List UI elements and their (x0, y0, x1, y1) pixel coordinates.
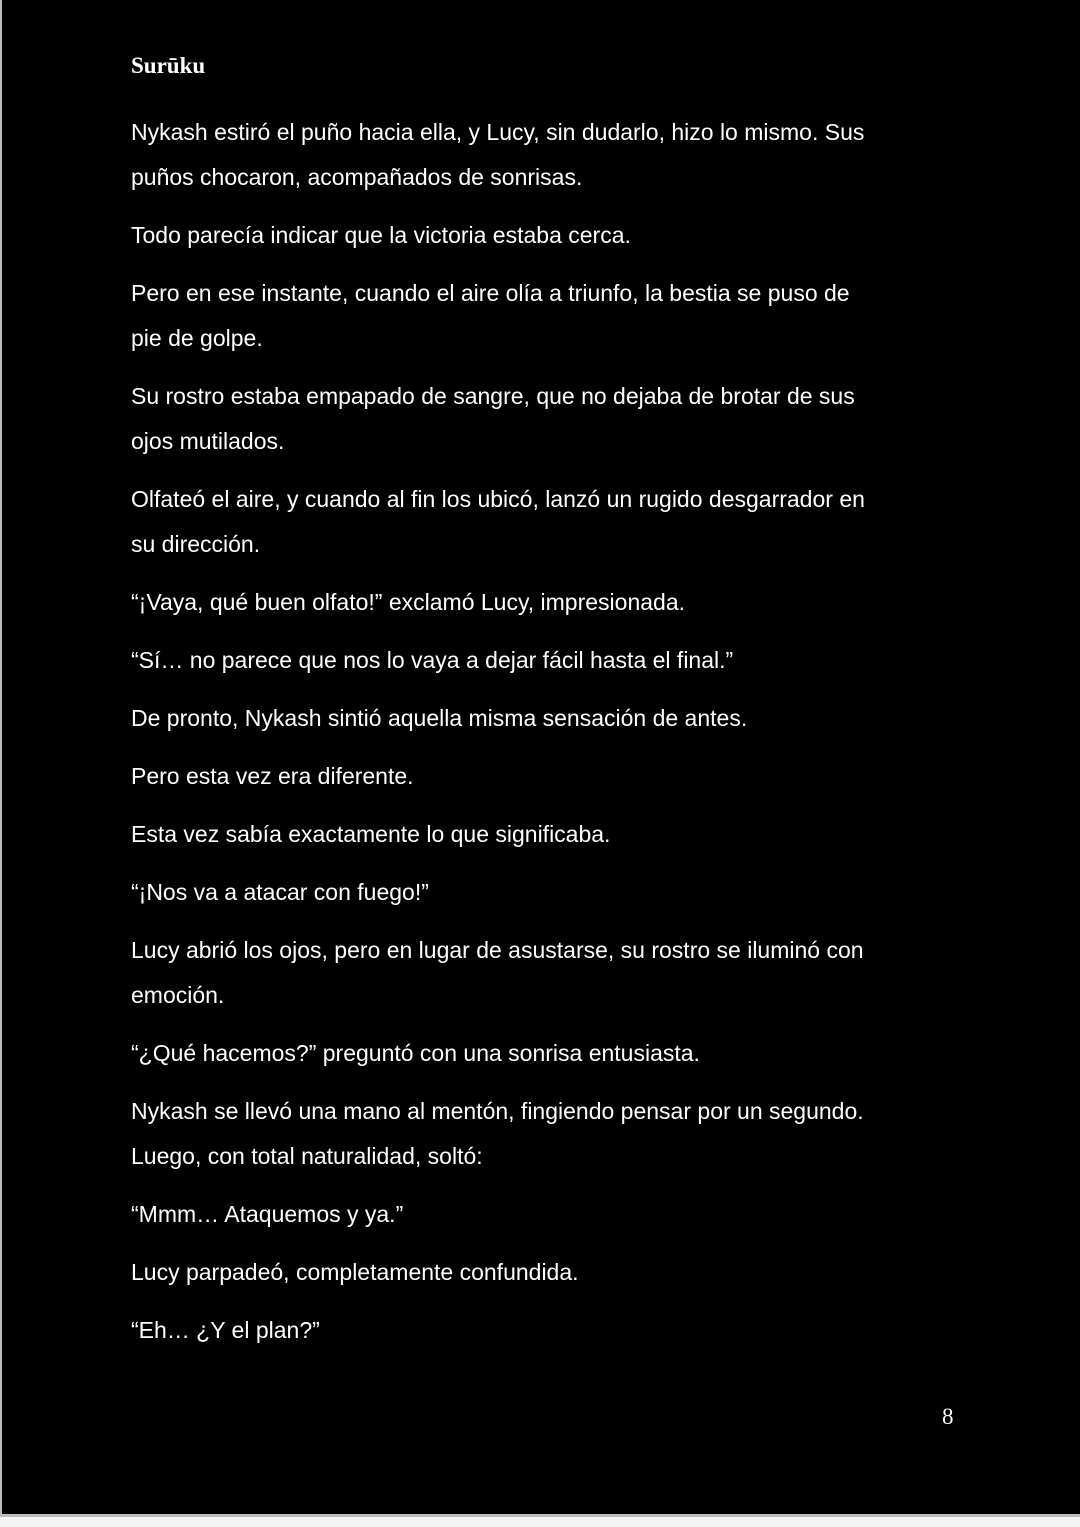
paragraph-line: De pronto, Nykash sintió aquella misma sensación de antes. (131, 705, 748, 731)
paragraph-line: Esta vez sabía exactamente lo que significaba. (131, 821, 611, 847)
paragraph (131, 638, 991, 683)
paragraph (131, 213, 991, 258)
paragraph-line: Luego, con total naturalidad, soltó: (131, 1143, 483, 1169)
paragraph (131, 812, 991, 857)
paragraph-line: puños chocaron, acompañados de sonrisas. (131, 164, 583, 190)
paragraph (131, 477, 991, 567)
paragraph (131, 271, 991, 361)
paragraph-line: pie de golpe. (131, 325, 263, 351)
paragraph-line: Todo parecía indicar que la victoria estaba cerca. (131, 222, 631, 248)
paragraph-line: “¡Nos va a atacar con fuego!” (131, 879, 429, 905)
paragraph-line: “Mmm… Ataquemos y ya.” (131, 1201, 404, 1227)
page-body (131, 110, 991, 1366)
paragraph (131, 1031, 991, 1076)
paragraph-line: Pero esta vez era diferente. (131, 763, 414, 789)
paragraph (131, 1089, 991, 1179)
paragraph-line: “Sí… no parece que nos lo vaya a dejar fácil hasta el final.” (131, 647, 734, 673)
paragraph (131, 580, 991, 625)
running-header-title: Surūku (131, 53, 206, 78)
paragraph-line: Olfateó el aire, y cuando al fin los ubicó, lanzó un rugido desgarrador en (131, 486, 865, 512)
paragraph (131, 1308, 991, 1353)
paragraph-line: “Eh… ¿Y el plan?” (131, 1317, 320, 1343)
paragraph-line: su dirección. (131, 531, 261, 557)
paragraph (131, 110, 991, 200)
paragraph-line: emoción. (131, 982, 225, 1008)
paragraph-line: “¡Vaya, qué buen olfato!” exclamó Lucy, impresionada. (131, 589, 685, 615)
paragraph (131, 870, 991, 915)
paragraph-line: Nykash se llevó una mano al mentón, fingiendo pensar por un segundo. (131, 1098, 864, 1124)
paragraph (131, 374, 991, 464)
paragraph (131, 1250, 991, 1295)
paragraph (131, 1192, 991, 1237)
page-number: 8 (942, 1404, 954, 1429)
paragraph-line: Pero en ese instante, cuando el aire olía a triunfo, la bestia se puso de (131, 280, 850, 306)
paragraph (131, 696, 991, 741)
paragraph-line: Lucy abrió los ojos, pero en lugar de asustarse, su rostro se iluminó con (131, 937, 864, 963)
paragraph-line: “¿Qué hacemos?” preguntó con una sonrisa entusiasta. (131, 1040, 700, 1066)
paragraph-line: Lucy parpadeó, completamente confundida. (131, 1259, 579, 1285)
paragraph-line: ojos mutilados. (131, 428, 285, 454)
paragraph-line: Su rostro estaba empapado de sangre, que no dejaba de brotar de sus (131, 383, 855, 409)
paragraph (131, 754, 991, 799)
paragraph-line: Nykash estiró el puño hacia ella, y Lucy, sin dudarlo, hizo lo mismo. Sus (131, 119, 865, 145)
paragraph (131, 928, 991, 1018)
